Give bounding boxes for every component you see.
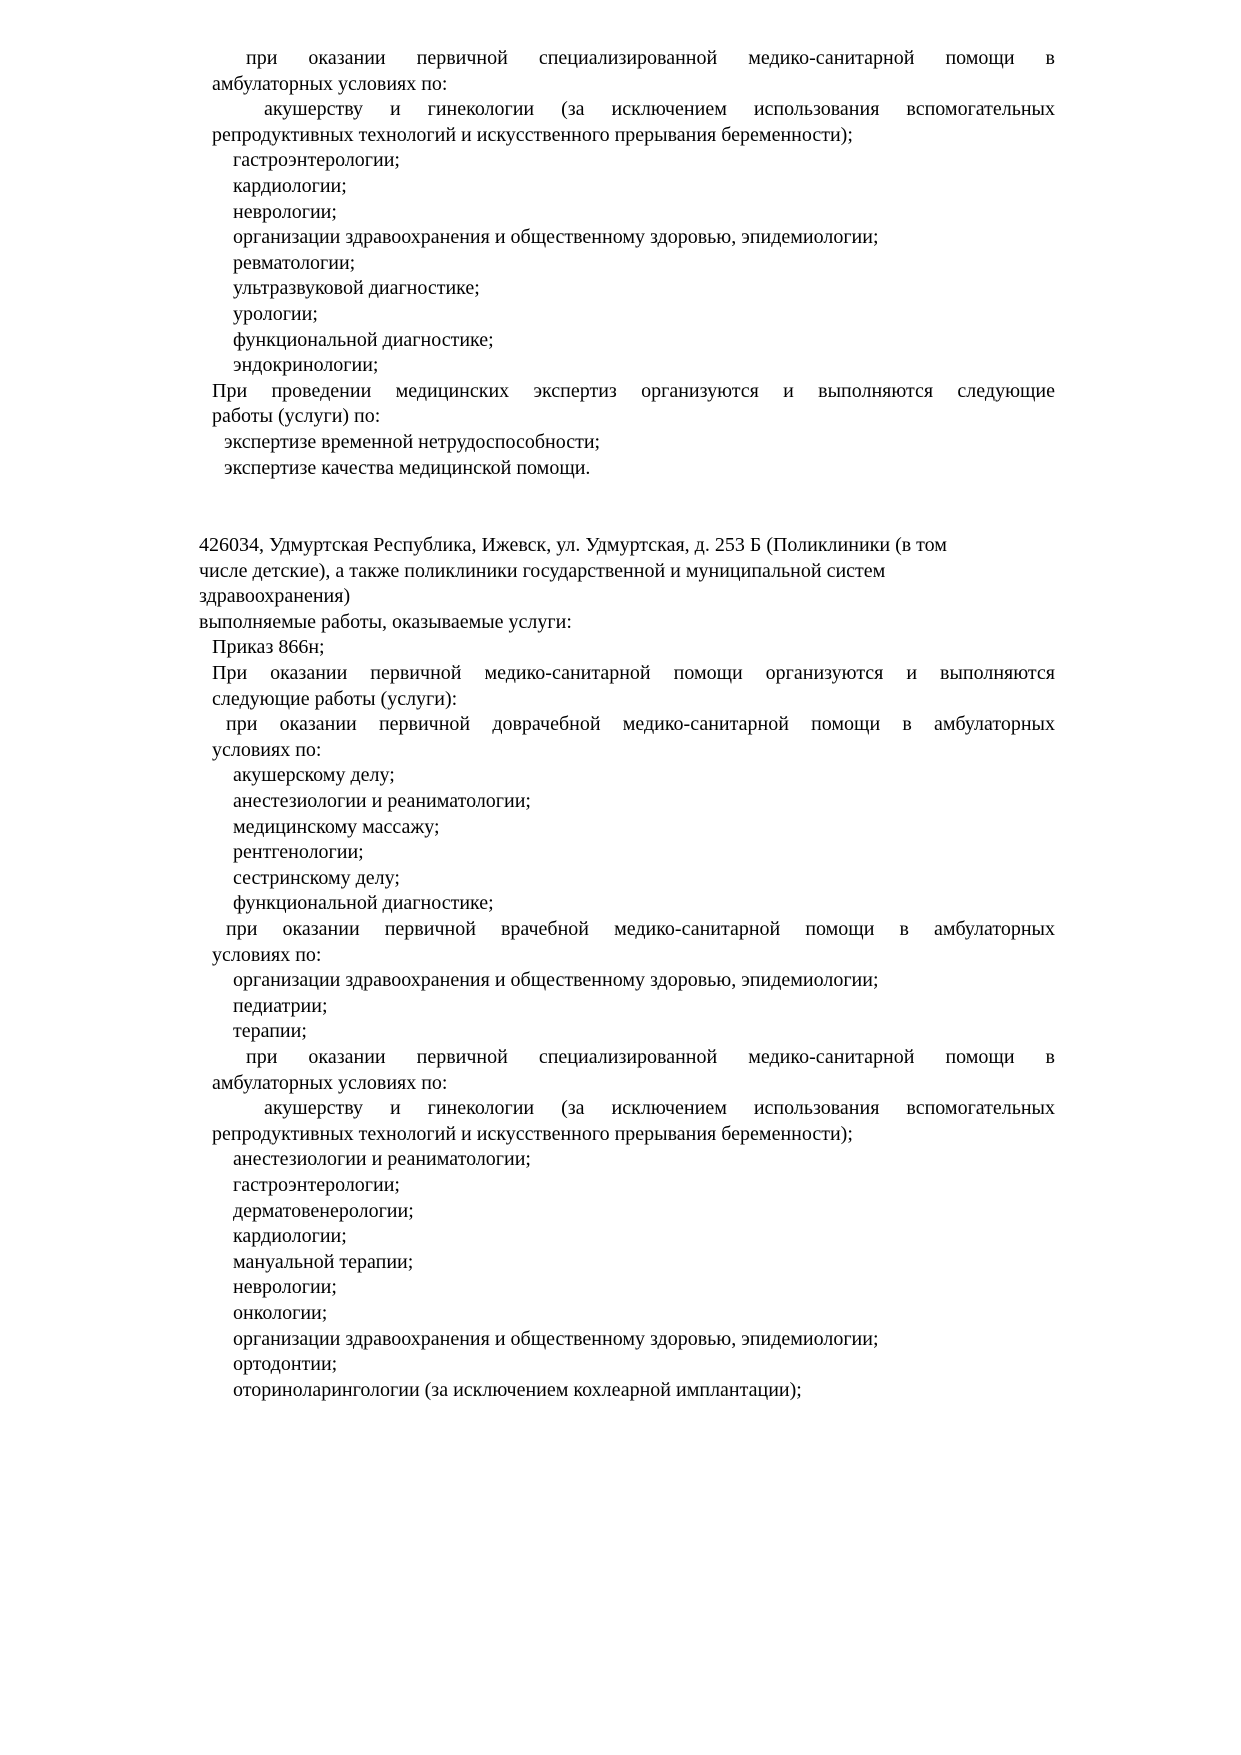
doc-line: При проведении медицинских экспертиз организуются и выполняются следующие (212, 379, 1055, 402)
doc-line: анестезиологии и реаниматологии; (233, 790, 531, 813)
doc-line: организации здравоохранения и общественному здоровью, эпидемиологии; (233, 1327, 879, 1350)
doc-line: амбулаторных условиях по: (212, 1071, 448, 1094)
doc-line: организации здравоохранения и общественному здоровью, эпидемиологии; (233, 969, 879, 992)
doc-line: ревматологии; (233, 251, 356, 274)
doc-line: гастроэнтерологии; (233, 149, 400, 172)
doc-line: следующие работы (услуги): (212, 687, 458, 710)
doc-line: здравоохранения) (199, 585, 351, 608)
doc-line: неврологии; (233, 1276, 337, 1299)
doc-line: условиях по: (212, 943, 322, 966)
doc-line: условиях по: (212, 738, 322, 761)
doc-line: мануальной терапии; (233, 1250, 414, 1273)
doc-line: педиатрии; (233, 994, 328, 1017)
doc-line: При оказании первичной медико-санитарной помощи организуются и выполняются (212, 662, 1055, 685)
doc-line: урологии; (233, 302, 318, 325)
doc-line: выполняемые работы, оказываемые услуги: (199, 610, 572, 633)
doc-line: анестезиологии и реаниматологии; (233, 1148, 531, 1171)
doc-line: функциональной диагностике; (233, 892, 494, 915)
doc-line: медицинскому массажу; (233, 815, 440, 838)
doc-line: онкологии; (233, 1301, 328, 1324)
doc-line: неврологии; (233, 200, 337, 223)
doc-line: при оказании первичной доврачебной медико-санитарной помощи в амбулаторных (226, 713, 1055, 736)
doc-line: ультразвуковой диагностике; (233, 277, 480, 300)
doc-line: при оказании первичной специализированной медико-санитарной помощи в (246, 47, 1055, 69)
doc-line: организации здравоохранения и общественному здоровью, эпидемиологии; (233, 226, 879, 249)
doc-line: терапии; (233, 1020, 307, 1043)
doc-line: амбулаторных условиях по: (212, 72, 448, 95)
doc-line: акушерству и гинекологии (за исключением использования вспомогательных (264, 1097, 1055, 1120)
doc-line: репродуктивных технологий и искусственного прерывания беременности); (212, 123, 853, 146)
doc-line: кардиологии; (233, 1225, 347, 1248)
doc-line: кардиологии; (233, 174, 347, 197)
doc-line: 426034, Удмуртская Республика, Ижевск, ул. Удмуртская, д. 253 Б (Поликлиники (в том (199, 534, 947, 557)
doc-line: дерматовенерологии; (233, 1199, 414, 1222)
doc-line: экспертизе качества медицинской помощи. (224, 456, 591, 479)
doc-line: Приказ 866н; (212, 636, 325, 659)
doc-line: работы (услуги) по: (212, 405, 381, 428)
doc-line: гастроэнтерологии; (233, 1173, 400, 1196)
doc-line: числе детские), а также поликлиники государственной и муниципальной систем (199, 559, 886, 582)
doc-line: репродуктивных технологий и искусственного прерывания беременности); (212, 1122, 853, 1145)
doc-line: акушерскому делу; (233, 764, 395, 787)
doc-line: при оказании первичной специализированной медико-санитарной помощи в (246, 1045, 1055, 1068)
doc-line: эндокринологии; (233, 354, 379, 377)
doc-line: сестринскому делу; (233, 866, 400, 889)
doc-line: при оказании первичной врачебной медико-санитарной помощи в амбулаторных (226, 918, 1055, 940)
doc-line: ортодонтии; (233, 1353, 338, 1376)
doc-line: оториноларингологии (за исключением кохлеарной имплантации); (233, 1378, 802, 1401)
doc-line: рентгенологии; (233, 841, 364, 864)
doc-line: экспертизе временной нетрудоспособности; (224, 430, 601, 453)
doc-line: акушерству и гинекологии (за исключением использования вспомогательных (264, 98, 1055, 121)
doc-line: функциональной диагностике; (233, 328, 494, 351)
